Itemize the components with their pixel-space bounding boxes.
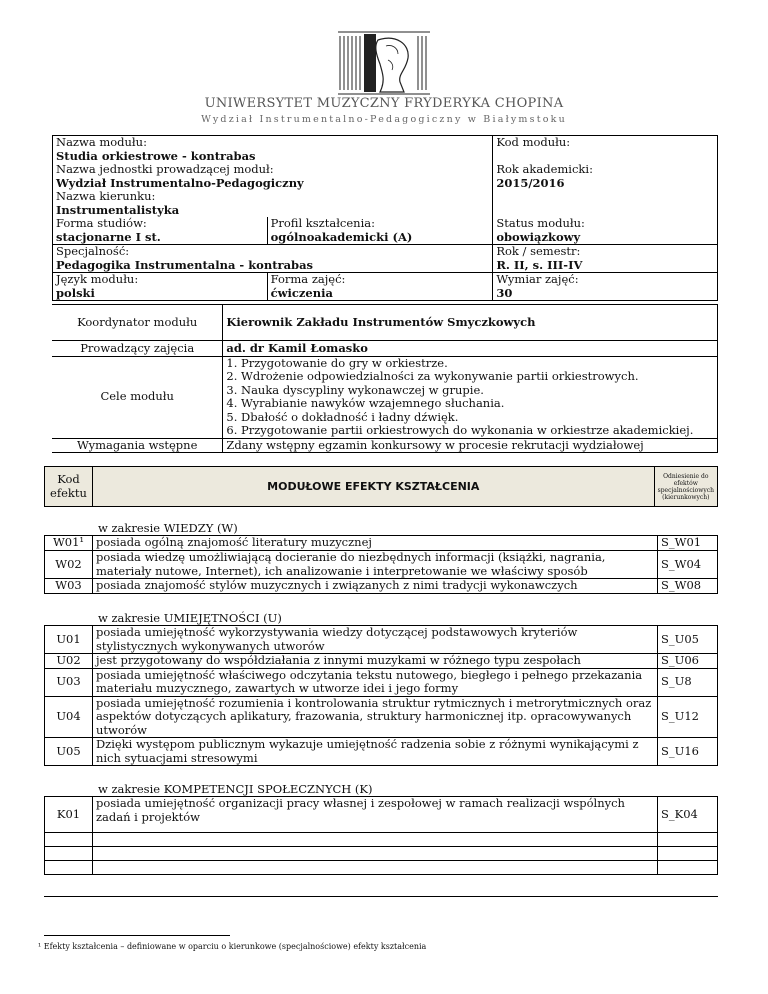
- form-label: Forma studiów:: [56, 216, 147, 230]
- effect-text: Dzięki występom publicznym wykazuje umiejętność radzenia sobie z różnymi wynikającymi z nich sytuacjami stresowymi: [92, 738, 657, 766]
- teacher-label: Prowadzący zajęcia: [52, 341, 223, 357]
- effect-code: K01: [45, 797, 93, 833]
- effect-text: posiada ogólną znajomość literatury muzycznej: [92, 536, 657, 551]
- effect-reference: S_W04: [658, 551, 718, 579]
- competence-table: [44, 796, 718, 875]
- page-divider: [44, 896, 718, 897]
- classes-value: ćwiczenia: [270, 285, 333, 300]
- goals-label: Cele modułu: [52, 356, 223, 438]
- empty-cell: [658, 833, 718, 847]
- module-info-table: [52, 135, 718, 301]
- effects-title: MODUŁOWE EFEKTY KSZTAŁCENIA: [92, 467, 654, 507]
- effects-header-table: [44, 466, 718, 507]
- skills-section-title: w zakresie UMIEJĘTNOŚCI (U): [98, 611, 282, 625]
- field-value: Instrumentalistyka: [56, 202, 180, 217]
- goal-item: 3. Nauka dyscypliny wykonawczej w grupie.: [226, 382, 484, 397]
- effect-reference: S_U16: [658, 738, 718, 766]
- classes-label: Forma zajęć:: [270, 272, 346, 286]
- effect-text: posiada wiedzę umożliwiającą docieranie do niezbędnych informacji (książki, nagrania, materiały nutowe, Internet), ich analizowanie i interpretowanie we właściwy sposób: [92, 551, 657, 579]
- effect-reference: S_U12: [658, 696, 718, 738]
- profile-label: Profil kształcenia:: [270, 216, 375, 230]
- lang-value: polski: [56, 285, 95, 300]
- effect-text: posiada znajomość stylów muzycznych i związanych z nimi tradycji wykonawczych: [92, 579, 657, 594]
- coordinator-label: Koordynator modułu: [52, 305, 223, 341]
- effects-reference-header: Odniesienie do efektów specjalnościowych (kierunkowych): [654, 467, 717, 507]
- empty-cell: [92, 847, 657, 861]
- semester-value: R. II, s. III-IV: [496, 257, 583, 272]
- empty-cell: [45, 847, 93, 861]
- footnote-separator: [44, 935, 230, 936]
- effect-code: U01: [45, 626, 93, 654]
- knowledge-section-title: w zakresie WIEDZY (W): [98, 521, 238, 535]
- spec-value: Pedagogika Instrumentalna - kontrabas: [56, 257, 313, 272]
- module-name: Studia orkiestrowe - kontrabas: [56, 148, 256, 163]
- status-value: obowiązkowy: [496, 229, 581, 244]
- effect-text: posiada umiejętność organizacji pracy własnej i zespołowej w ramach realizacji wspólnych zadań i projektów: [92, 797, 657, 833]
- module-name-label: Nazwa modułu:: [56, 135, 147, 149]
- effect-code: U05: [45, 738, 93, 766]
- coordinator-value: Kierownik Zakładu Instrumentów Smyczkowych: [223, 305, 718, 341]
- empty-cell: [45, 861, 93, 875]
- spec-label: Specjalność:: [56, 244, 130, 258]
- lang-label: Język modułu:: [56, 272, 139, 286]
- university-logo: [336, 30, 432, 96]
- effect-reference: S_W08: [658, 579, 718, 594]
- skills-table: [44, 625, 718, 766]
- teacher-value: ad. dr Kamil Łomasko: [223, 341, 718, 357]
- footnote: ¹ Efekty kształcenia – definiowane w oparciu o kierunkowe (specjalnościowe) efekty kształcenia: [38, 942, 427, 951]
- module-code-label: Kod modułu:: [496, 135, 571, 149]
- goal-item: 1. Przygotowanie do gry w orkiestrze.: [226, 355, 448, 370]
- effect-code: U03: [45, 668, 93, 696]
- effect-code: W02: [45, 551, 93, 579]
- effect-reference: S_U8: [658, 668, 718, 696]
- effect-text: posiada umiejętność właściwego odczytania tekstu nutowego, biegłego i pełnego przekazania materiału muzycznego, zawartych w utworze idei i jego formy: [92, 668, 657, 696]
- requirements-value: Zdany wstępny egzamin konkursowy w procesie rekrutacji wydziałowej: [223, 438, 718, 453]
- effect-code: U02: [45, 654, 93, 669]
- effect-text: posiada umiejętność wykorzystywania wiedzy dotyczącej podstawowych kryteriów stylistycznych wykonywanych utworów: [92, 626, 657, 654]
- module-details-table: [52, 304, 718, 453]
- effect-code: W01¹: [45, 536, 93, 551]
- effect-reference: S_W01: [658, 536, 718, 551]
- effect-code: U04: [45, 696, 93, 738]
- field-label: Nazwa kierunku:: [56, 189, 156, 203]
- hours-label: Wymiar zajęć:: [496, 272, 579, 286]
- empty-cell: [45, 833, 93, 847]
- year-label: Rok akademicki:: [496, 162, 593, 176]
- effect-reference: S_U06: [658, 654, 718, 669]
- university-name: UNIWERSYTET MUZYCZNY FRYDERYKA CHOPINA: [204, 96, 564, 111]
- year-value: 2015/2016: [496, 175, 565, 190]
- empty-cell: [92, 833, 657, 847]
- unit-label: Nazwa jednostki prowadzącej moduł:: [56, 162, 274, 176]
- semester-label: Rok / semestr:: [496, 244, 581, 258]
- goal-item: 5. Dbałość o dokładność i ładny dźwięk.: [226, 409, 459, 424]
- form-value: stacjonarne I st.: [56, 229, 161, 244]
- goal-item: 2. Wdrożenie odpowiedzialności za wykonywanie partii orkiestrowych.: [226, 369, 639, 383]
- empty-cell: [658, 847, 718, 861]
- department-name: Wydział Instrumentalno-Pedagogiczny w Białymstoku: [201, 114, 567, 125]
- effect-code-header: Kod efektu: [45, 467, 93, 507]
- requirements-label: Wymagania wstępne: [52, 438, 223, 453]
- empty-cell: [658, 861, 718, 875]
- competence-section-title: w zakresie KOMPETENCJI SPOŁECZNYCH (K): [98, 782, 373, 796]
- effect-reference: S_K04: [658, 797, 718, 833]
- goal-item: 6. Przygotowanie partii orkiestrowych do wykonania w orkiestrze akademickiej.: [226, 423, 694, 437]
- hours-value: 30: [496, 285, 513, 300]
- goals-list: [223, 356, 718, 438]
- effect-code: W03: [45, 579, 93, 594]
- unit-value: Wydział Instrumentalno-Pedagogiczny: [56, 175, 304, 190]
- effect-text: jest przygotowany do współdziałania z innymi muzykami w różnego typu zespołach: [92, 654, 657, 669]
- empty-cell: [92, 861, 657, 875]
- effect-text: posiada umiejętność rozumienia i kontrolowania struktur rytmicznych i metrorytmicznych oraz aspektów dotyczących aplikatury, frazowania, struktury harmonicznej itp. opracowywanych utworów: [92, 696, 657, 738]
- knowledge-table: [44, 535, 718, 594]
- profile-value: ogólnoakademicki (A): [270, 229, 413, 244]
- goal-item: 4. Wyrabianie nawyków wzajemnego słuchania.: [226, 396, 505, 410]
- status-label: Status modułu:: [496, 216, 585, 230]
- effect-reference: S_U05: [658, 626, 718, 654]
